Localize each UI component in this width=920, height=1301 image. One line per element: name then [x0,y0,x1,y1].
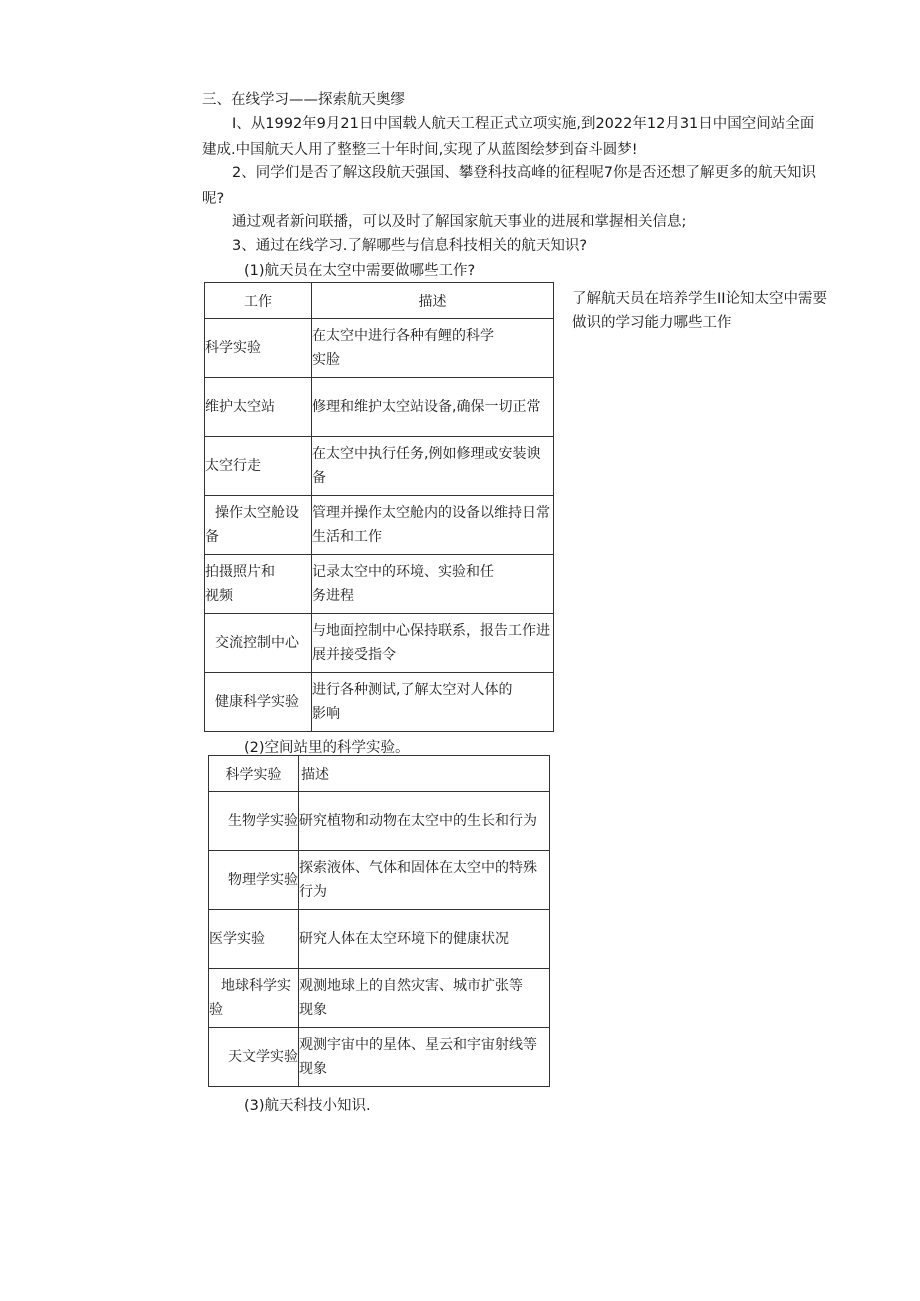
desc-cell: 在太空中执行任务,例如修理或安装谀备 [312,446,541,486]
experiment-cell: 天文学实验 [228,1049,298,1065]
table-row [209,851,550,910]
table-row [205,437,554,496]
desc-cell: 修理和维护太空站设备,确保一切正常 [312,399,541,415]
paragraph-1: I、从1992年9月21日中国载人航天工程正式立项实施,到2022年12月31日中国空间站全面建成.中国航天人用了整整三十年时间,实现了从蓝图绘梦到奋斗圆梦! [202,116,815,158]
question-2: (2)空间站里的科学实验。 [244,740,410,756]
table-header: 科学实验 [209,756,299,792]
desc-cell: 观测地球上的自然灾害、城市扩张等现象 [299,978,523,1018]
section-heading: 三、在线学习——探索航天奥缪 [202,92,405,108]
table-row [205,319,554,378]
question-1: (1)航天员在太空中需要做哪些工作? [244,263,476,279]
paragraph-4: 3、通过在线学习.了解哪些与信息科技相关的航天知识? [232,238,588,254]
table-row [205,496,554,555]
table-header: 描述 [312,283,554,319]
work-cell: 健康科学实验 [215,694,299,710]
desc-cell: 观测宇宙中的星体、星云和宇宙射线等现象 [299,1037,537,1077]
paragraph-2: 2、同学们是否了解这段航天强国、攀登科技高峰的征程呢7你是否还想了解更多的航天知识呢? [202,165,816,207]
table-row [209,792,550,851]
work-cell: 交流控制中心 [215,635,299,651]
table-row [205,555,554,614]
table-row [209,910,550,969]
space-experiments-table [208,755,550,1087]
experiment-cell: 物理学实验 [228,872,298,888]
astronaut-work-table [204,282,554,732]
paragraph-3: 通过观者新问联播，可以及时了解国家航天事业的进展和掌握相关信息; [232,214,687,230]
desc-cell: 记录太空中的环境、实验和任务进程 [312,564,494,604]
experiment-cell: 生物学实验 [228,813,298,829]
question-3: (3)航天科技小知识. [244,1098,371,1114]
desc-cell: 研究人体在太空环境下的健康状况 [299,931,509,947]
side-note: 了解航天员在培养学生II论知太空中需要做识的学习能力哪些工作 [572,291,828,331]
desc-cell: 研究植物和动物在太空中的生长和行为 [299,813,537,829]
work-cell: 拍摄照片和视频 [205,564,275,604]
work-cell: 操作太空舱设备 [205,505,299,545]
work-cell: 维护太空站 [205,399,275,415]
desc-cell: 管理并操作太空舱内的设备以维持日常生活和工作 [312,505,550,545]
desc-cell: 与地面控制中心保持联系，报告工作进展并接受指令 [312,623,550,663]
desc-cell: 进行各种测试,了解太空对人体的影响 [312,682,513,722]
experiment-cell: 医学实验 [209,931,265,947]
desc-cell: 在太空中进行各种有鲤的科学实脸 [312,328,494,368]
table-row [209,1028,550,1087]
work-cell: 太空行走 [205,458,261,474]
table-row [205,378,554,437]
table-row [205,614,554,673]
table-header: 描述 [299,756,550,792]
experiment-cell: 地球科学实验 [209,978,291,1018]
work-cell: 科学实验 [205,340,261,356]
desc-cell: 探索液体、气体和固体在太空中的特殊行为 [299,860,537,900]
table-header: 工作 [205,283,312,319]
table-row [205,673,554,732]
table-row [209,969,550,1028]
